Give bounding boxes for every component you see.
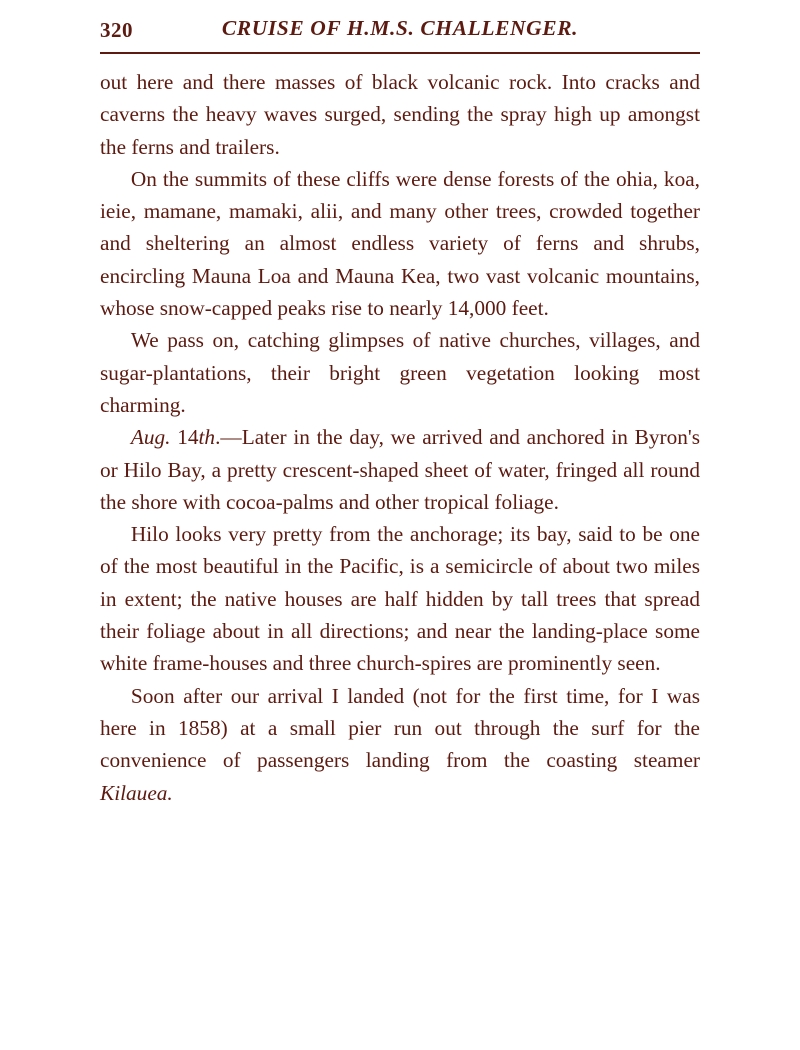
page-number: 320 — [100, 18, 133, 42]
emphasis-text: Kilauea. — [100, 780, 173, 805]
paragraph: Soon after our arrival I landed (not for the first time, for I was here in 1858) at a small pier run out through the surf for the convenience of passengers landing from the coasting steamer Kilauea. — [100, 683, 700, 805]
paragraph: We pass on, catching glimpses of native churches, villages, and sugar-plantations, their bright green vegetation looking most charming. — [100, 328, 700, 417]
page-body — [100, 66, 700, 809]
emphasis-text: Aug. — [130, 425, 171, 450]
emphasis-text: th — [198, 425, 216, 450]
paragraph: Hilo looks very pretty from the anchorage; its bay, said to be one of the most beautiful in the Pacific, is a semicircle of about two miles in extent; the native houses are half hidden by tall trees that spread their foliage about in all directions; and near the landing-place some white frame-houses and three church-spires are prominently seen. — [100, 522, 700, 676]
paragraph: Aug. 14th.—Later in the day, we arrived and anchored in Byron's or Hilo Bay, a pretty crescent-shaped sheet of water, fringed all round the shore with cocoa-palms and other tropical foliage. — [100, 425, 700, 514]
paragraph: out here and there masses of black volcanic rock. Into cracks and caverns the heavy waves surged, sending the spray high up amongst the ferns and trailers. — [100, 70, 700, 159]
running-title: CRUISE OF H.M.S. CHALLENGER. — [221, 16, 579, 40]
header-divider — [100, 52, 700, 54]
paragraph: On the summits of these cliffs were dense forests of the ohia, koa, ieie, mamane, mamaki, alii, and many other trees, crowded together and sheltering an almost endless variety of ferns and shrubs, encircling Mauna Loa and Mauna Kea, two vast volcanic mountains, whose snow-capped peaks rise to nearly 14,000 feet. — [100, 166, 700, 321]
page-header — [100, 14, 700, 52]
